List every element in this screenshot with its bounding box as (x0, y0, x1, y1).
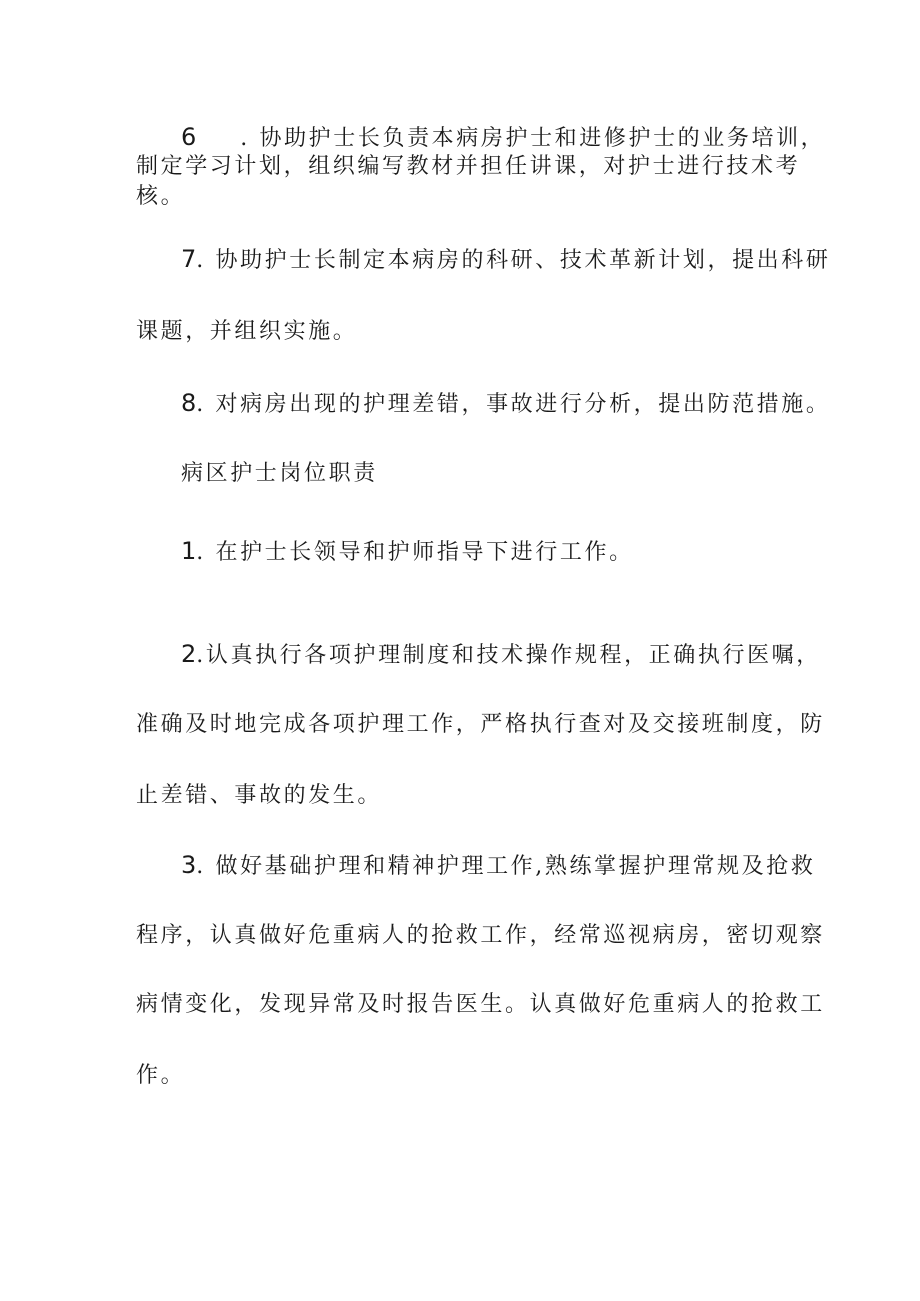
item7-line1 (181, 244, 830, 276)
duty1-text-1: . 在护士长领导和护师指导下进行工作。 (196, 540, 634, 565)
duty2-line3: 止差错、事故的发生。 (136, 783, 383, 808)
item6-number: 6 (181, 123, 197, 151)
duty2-line1 (181, 639, 821, 671)
item8-line1 (181, 388, 830, 420)
item6-text-1: . 协助护士长负责本病房护士和进修护士的业务培训， (240, 126, 826, 151)
duty2-line2: 准确及时地完成各项护理工作，严格执行查对及交接班制度，防 (136, 712, 825, 737)
duty3-number: 3 (181, 851, 197, 879)
item8-number: 8 (181, 389, 197, 417)
duty3-line3: 病情变化，发现异常及时报告医生。认真做好危重病人的抢救工 (136, 992, 825, 1017)
duty3-line2: 程序，认真做好危重病人的抢救工作，经常巡视病房，密切观察 (136, 923, 825, 948)
item6-line3: 核。 (136, 184, 186, 209)
duty3-line4: 作。 (136, 1063, 186, 1088)
item7-text-1: . 协助护士长制定本病房的科研、技术革新计划，提出科研 (196, 248, 831, 273)
item6-line1 (181, 122, 825, 154)
duty3-text-1: . 做好基础护理和精神护理工作,熟练掌握护理常规及抢救 (196, 854, 816, 879)
duty1-number: 1 (181, 537, 197, 565)
section-title: 病区护士岗位职责 (181, 461, 378, 486)
duty1-line1 (181, 536, 634, 568)
duty2-number: 2 (181, 640, 197, 668)
item7-number: 7 (181, 245, 197, 273)
item8-text-1: . 对病房出现的护理差错，事故进行分析，提出防范措施。 (196, 392, 831, 417)
item7-line2: 课题，并组织实施。 (136, 319, 358, 344)
item6-line2: 制定学习计划，组织编写教材并担任讲课，对护士进行技术考 (136, 154, 801, 179)
duty2-text-1: .认真执行各项护理制度和技术操作规程，正确执行医嘱， (196, 643, 821, 668)
duty3-line1 (181, 850, 815, 882)
